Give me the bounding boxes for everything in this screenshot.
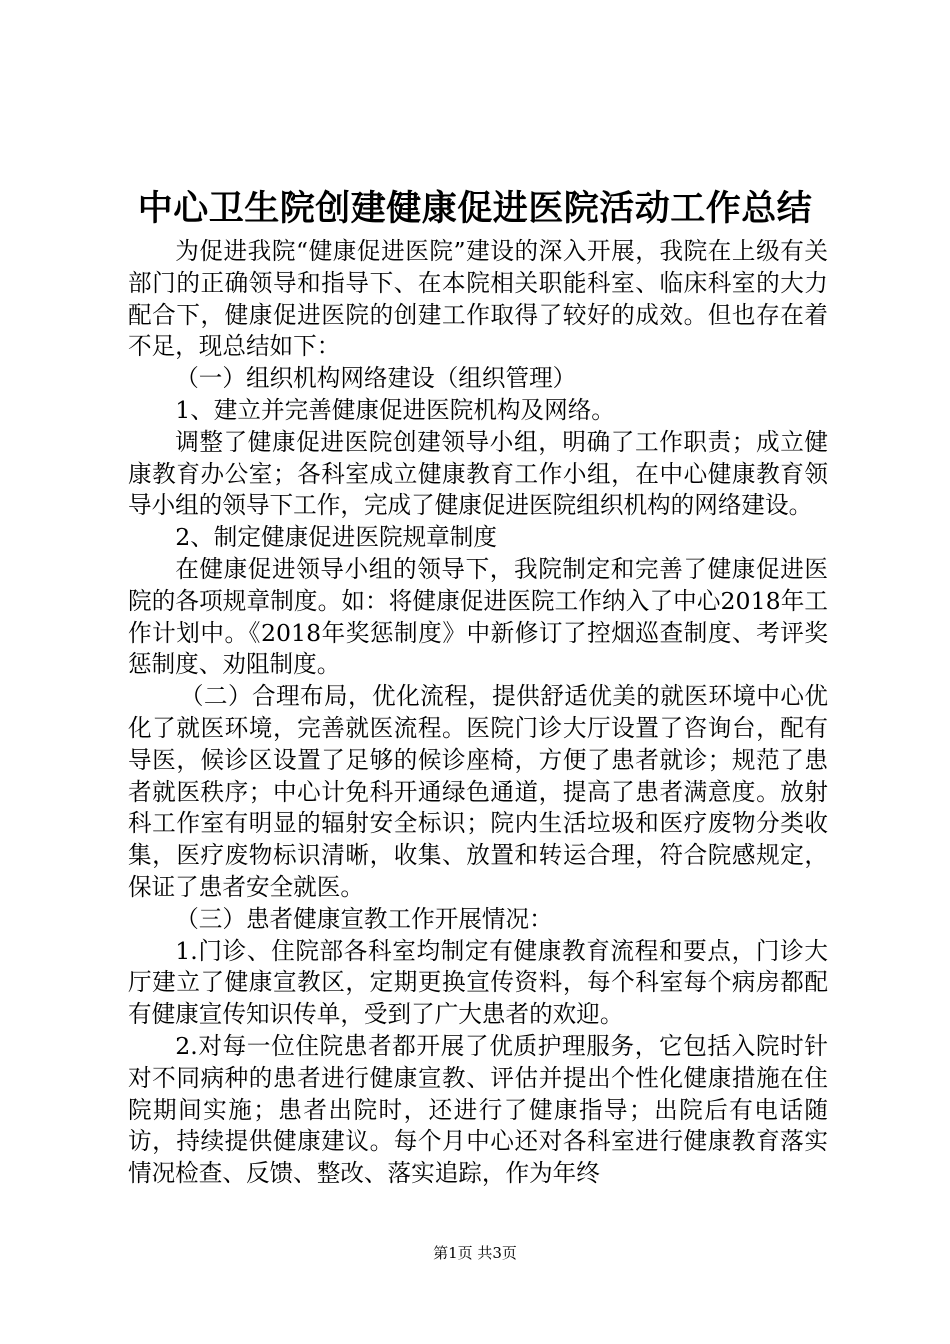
paragraph-3-2: 2.对每一位住院患者都开展了优质护理服务，它包括入院时针对不同病种的患者进行健康宣教、评估并提出个性化健康措施在住院期间实施；患者出院时，还进行了健康指导；出院后有电话随访，持续提供健康建议。每个月中心还对各科室进行健康教育落实情况检查、反馈、整改、落实追踪，作为年终 bbox=[128, 1031, 828, 1188]
page-footer: 第1页 共3页 bbox=[433, 1244, 517, 1262]
paragraph-intro: 为促进我院“健康促进医院”建设的深入开展，我院在上级有关部门的正确领导和指导下、在本院相关职能科室、临床科室的大力配合下，健康促进医院的创建工作取得了较好的成效。但也存在着不足，现总结如下： bbox=[128, 237, 828, 361]
document-title: 中心卫生院创建健康促进医院活动工作总结 bbox=[137, 189, 813, 229]
section-2: （二）合理布局，优化流程，提供舒适优美的就医环境中心优化了就医环境，完善就医流程。医院门诊大厅设置了咨询台，配有导医，候诊区设置了足够的候诊座椅，方便了患者就诊；规范了患者就医秩序；中心计免科开通绿色通道，提高了患者满意度。放射科工作室有明显的辐射安全标识；院内生活垃圾和医疗废物分类收集，医疗废物标识清晰，收集、放置和转运合理，符合院感规定，保证了患者安全就医。 bbox=[128, 682, 828, 901]
subheading-1-2: 2、制定健康促进医院规章制度 bbox=[175, 523, 497, 552]
section-heading-1: （一）组织机构网络建设（组织管理） bbox=[175, 364, 577, 393]
paragraph-1-2: 在健康促进领导小组的领导下，我院制定和完善了健康促进医院的各项规章制度。如：将健康促进医院工作纳入了中心2018年工作计划中。《2018年奖惩制度》中新修订了控烟巡查制度、考评奖惩制度、劝阻制度。 bbox=[128, 554, 828, 679]
paragraph-3-1: 1.门诊、住院部各科室均制定有健康教育流程和要点，门诊大厅建立了健康宣教区，定期更换宣传资料，每个科室每个病房都配有健康宣传知识传单，受到了广大患者的欢迎。 bbox=[128, 936, 828, 1029]
document-body bbox=[128, 236, 828, 1190]
subheading-1-1: 1、建立并完善健康促进医院机构及网络。 bbox=[175, 395, 615, 424]
paragraph-1-1: 调整了健康促进医院创建领导小组，明确了工作职责；成立健康教育办公室；各科室成立健康教育工作小组，在中心健康教育领导小组的领导下工作，完成了健康促进医院组织机构的网络建设。 bbox=[128, 427, 828, 520]
section-heading-3: （三）患者健康宣教工作开展情况： bbox=[175, 904, 553, 933]
